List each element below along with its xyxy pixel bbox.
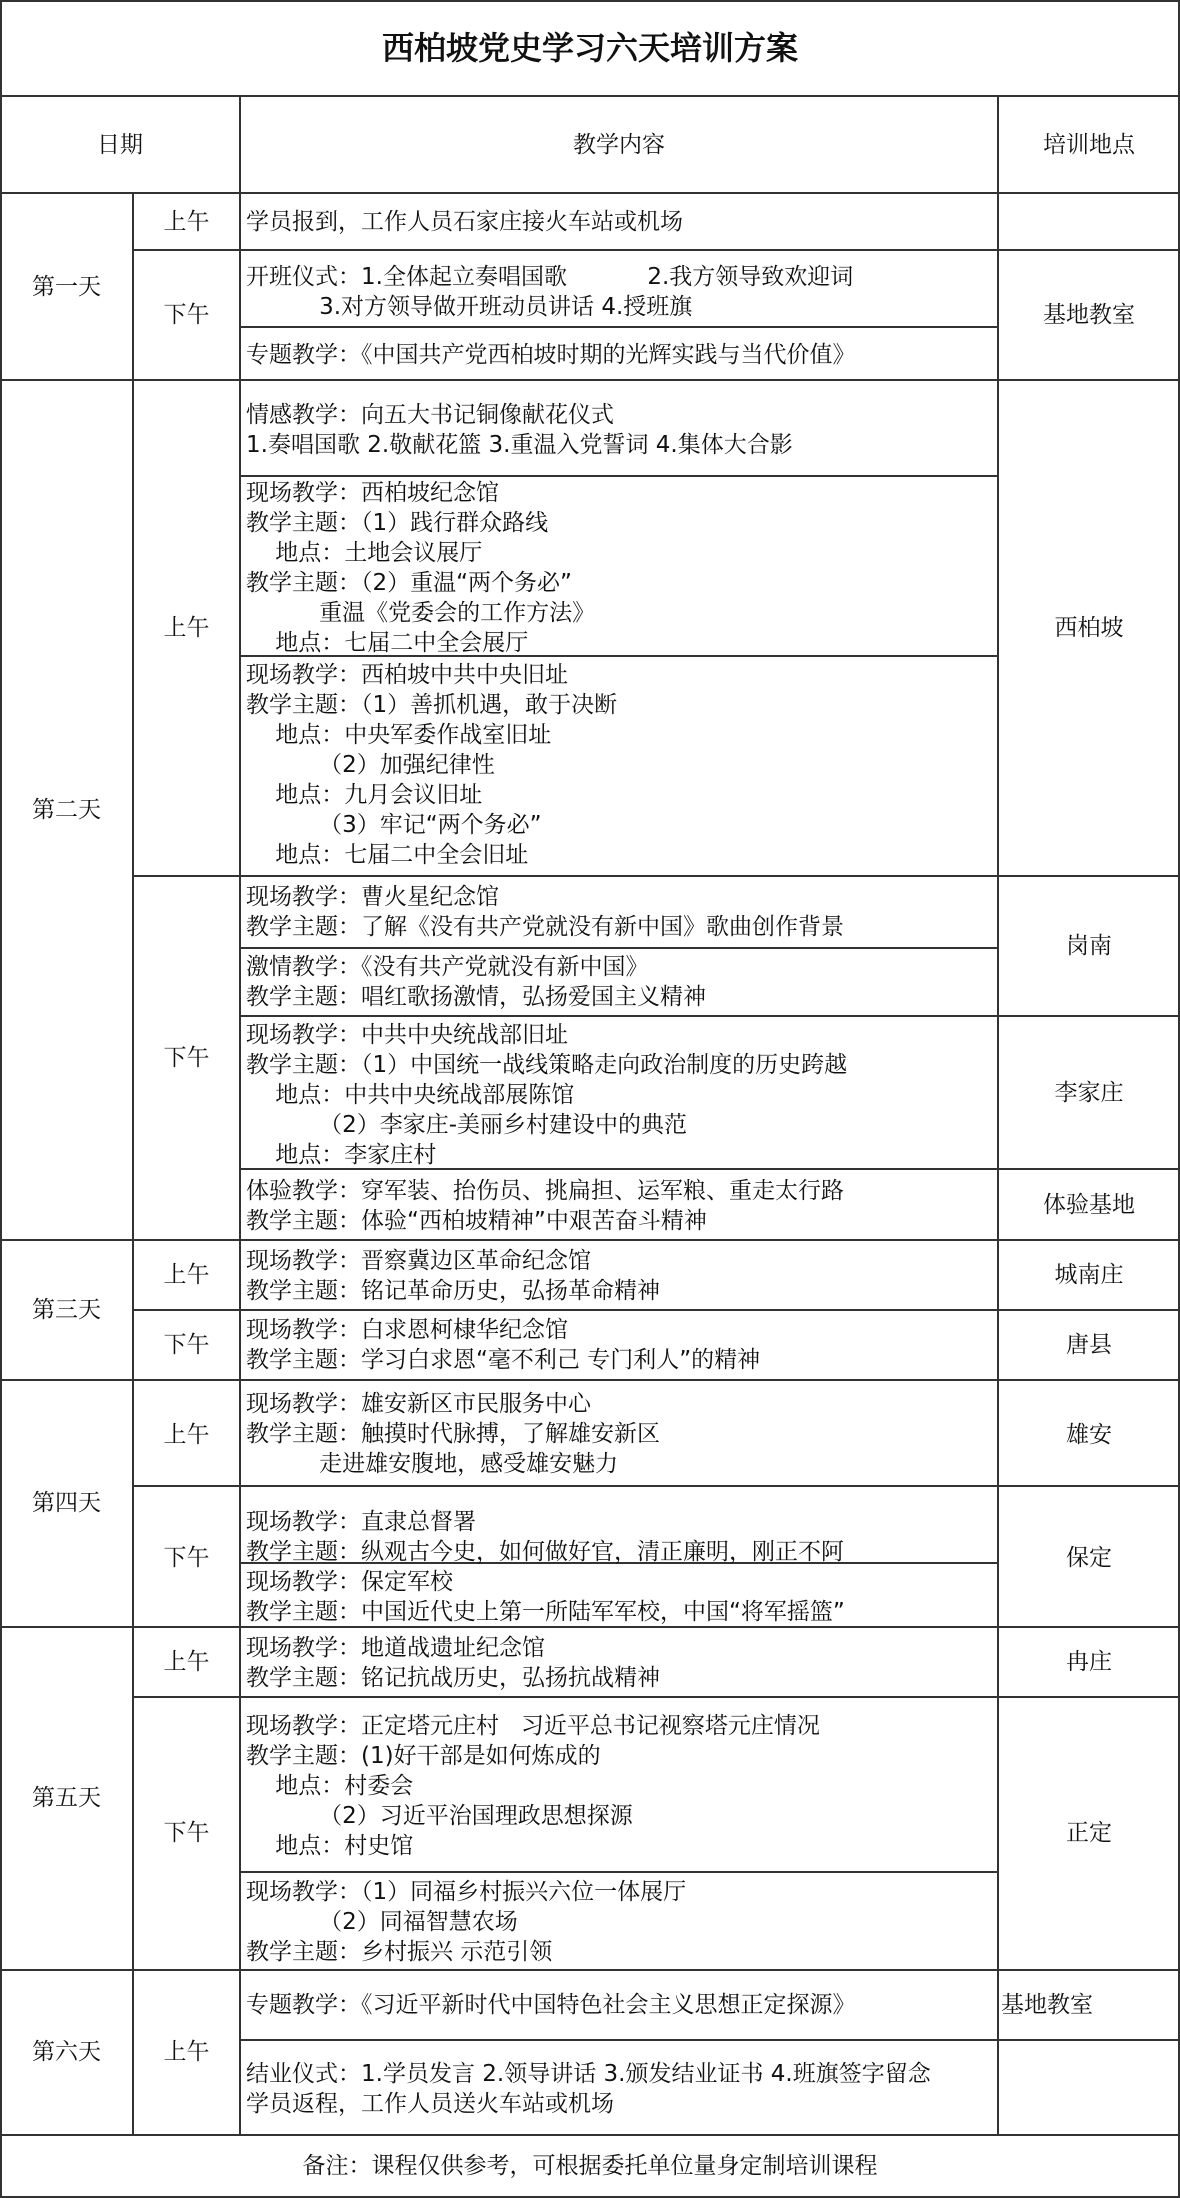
- content-line: 教学主题：中国近代史上第一所陆军军校，中国“将军摇篮”: [246, 1599, 845, 1625]
- content-line: 教学主题：（1）中国统一战线策略走向政治制度的历史跨越: [246, 1052, 848, 1078]
- period-am: 上午: [163, 209, 210, 235]
- row-divider: [240, 326, 998, 328]
- period-pm: 下午: [163, 1332, 210, 1358]
- footnote: 备注：课程仅供参考，可根据委托单位量身定制培训课程: [302, 2153, 878, 2179]
- content-line: （2）同福智慧农场: [246, 1909, 518, 1935]
- content-line: 现场教学：地道战遗址纪念馆: [246, 1635, 545, 1661]
- day-label-2: 第二天: [32, 797, 101, 823]
- date-column-header: 日期: [97, 132, 143, 158]
- content-line: 地点：土地会议展厅: [246, 540, 483, 566]
- content-line: 地点：七届二中全会展厅: [246, 630, 529, 656]
- location-cell: 正定: [1066, 1820, 1112, 1846]
- content-line: 现场教学：西柏坡纪念馆: [246, 480, 499, 506]
- content-line: 情感教学：向五大书记铜像献花仪式: [246, 402, 614, 428]
- row-divider: [0, 0, 1180, 2]
- content-line: 激情教学：《没有共产党就没有新中国》: [246, 954, 649, 980]
- location-cell: 李家庄: [1054, 1080, 1124, 1106]
- content-line: 地点：七届二中全会旧址: [246, 842, 529, 868]
- content-line: 重温《党委会的工作方法》: [246, 600, 596, 626]
- row-divider: [0, 1969, 1180, 1971]
- content-line: （2）加强纪律性: [246, 752, 495, 778]
- content-line: 学员报到，工作人员石家庄接火车站或机场: [246, 209, 683, 235]
- content-line: 教学主题：（1）善抓机遇，敢于决断: [246, 692, 618, 718]
- content-line: 地点：中央军委作战室旧址: [246, 722, 552, 748]
- content-line: 教学主题：乡村振兴 示范引领: [246, 1939, 553, 1965]
- period-am: 上午: [163, 1649, 210, 1675]
- row-divider: [240, 947, 998, 949]
- content-line: （3）牢记“两个务必”: [246, 812, 542, 838]
- content-line: 教学主题：了解《没有共产党就没有新中国》歌曲创作背景: [246, 914, 844, 940]
- row-divider: [133, 875, 1180, 877]
- period-am: 上午: [163, 615, 210, 641]
- content-line: 地点：中共中央统战部展陈馆: [246, 1082, 575, 1108]
- content-line: 地点：九月会议旧址: [246, 782, 483, 808]
- content-line: 教学主题：触摸时代脉搏，了解雄安新区: [246, 1421, 660, 1447]
- content-line: 现场教学：正定塔元庄村 习近平总书记视察塔元庄情况: [246, 1713, 820, 1739]
- row-divider: [240, 2039, 1180, 2041]
- content-line: 教学主题：体验“西柏坡精神”中艰苦奋斗精神: [246, 1208, 707, 1234]
- location-column-header: 培训地点: [1043, 132, 1135, 158]
- content-line: 教学主题：（1）践行群众路线: [246, 510, 549, 536]
- location-cell: 岗南: [1066, 933, 1112, 959]
- content-line: 地点：村委会: [246, 1773, 414, 1799]
- content-line: 现场教学：中共中央统战部旧址: [246, 1022, 568, 1048]
- location-cell: 西柏坡: [1054, 615, 1124, 641]
- content-line: 教学主题：学习白求恩“毫不利己 专门利人”的精神: [246, 1347, 761, 1373]
- row-divider: [133, 1485, 1180, 1487]
- row-divider: [0, 1239, 1180, 1241]
- content-line: 教学主题：（2）重温“两个务必”: [246, 570, 572, 596]
- content-line: 地点：村史馆: [246, 1833, 414, 1859]
- day-label-5: 第五天: [32, 1785, 101, 1811]
- content-line: 学员返程，工作人员送火车站或机场: [246, 2091, 614, 2117]
- page-title: 西柏坡党史学习六天培训方案: [381, 29, 798, 67]
- period-pm: 下午: [163, 1820, 210, 1846]
- period-pm: 下午: [163, 1545, 210, 1571]
- row-divider: [240, 1871, 998, 1873]
- content-line: （2）习近平治国理政思想探源: [246, 1803, 633, 1829]
- row-divider: [240, 1015, 1180, 1017]
- day-label-4: 第四天: [32, 1490, 101, 1516]
- day-label-3: 第三天: [32, 1297, 101, 1323]
- period-am: 上午: [163, 2039, 210, 2065]
- row-divider: [0, 2134, 1180, 2136]
- row-divider: [133, 1309, 1180, 1311]
- row-divider: [0, 192, 1180, 194]
- row-divider: [133, 1696, 1180, 1698]
- content-line: 现场教学：保定军校: [246, 1569, 453, 1595]
- content-line: 1.奏唱国歌 2.敬献花篮 3.重温入党誓词 4.集体大合影: [246, 432, 793, 458]
- content-line: 现场教学：（1）同福乡村振兴六位一体展厅: [246, 1879, 687, 1905]
- content-line: 教学主题：铭记革命历史，弘扬革命精神: [246, 1278, 660, 1304]
- row-divider: [240, 475, 998, 477]
- content-line: 现场教学：晋察冀边区革命纪念馆: [246, 1248, 591, 1274]
- location-cell: 冉庄: [1066, 1649, 1112, 1675]
- content-line: 现场教学：白求恩柯棣华纪念馆: [246, 1317, 568, 1343]
- period-am: 上午: [163, 1422, 210, 1448]
- period-pm: 下午: [163, 1045, 210, 1071]
- day-label-1: 第一天: [32, 274, 101, 300]
- content-line: 体验教学：穿军装、抬伤员、挑扁担、运军粮、重走太行路: [246, 1178, 844, 1204]
- location-cell: 保定: [1066, 1545, 1112, 1571]
- period-pm: 下午: [163, 302, 210, 328]
- content-line: 专题教学：《习近平新时代中国特色社会主义思想正定探源》: [246, 1992, 856, 2018]
- location-cell: 基地教室: [1001, 1992, 1093, 2018]
- content-line: 教学主题：(1)好干部是如何炼成的: [246, 1743, 601, 1769]
- day-label-6: 第六天: [32, 2039, 101, 2065]
- location-cell: 雄安: [1066, 1422, 1112, 1448]
- column-divider: [0, 0, 2, 2198]
- content-line: 现场教学：曹火星纪念馆: [246, 884, 499, 910]
- content-line: （2）李家庄-美丽乡村建设中的典范: [246, 1112, 688, 1138]
- content-line: 结业仪式：1.学员发言 2.领导讲话 3.颁发结业证书 4.班旗签字留念: [246, 2061, 931, 2087]
- content-line: 教学主题：铭记抗战历史，弘扬抗战精神: [246, 1665, 660, 1691]
- period-am: 上午: [163, 1262, 210, 1288]
- row-divider: [133, 249, 1180, 251]
- content-line: 走进雄安腹地，感受雄安魅力: [246, 1451, 619, 1477]
- location-cell: 城南庄: [1054, 1262, 1124, 1288]
- content-line: 现场教学：直隶总督署: [246, 1509, 476, 1535]
- row-divider: [0, 1379, 1180, 1381]
- content-line: 教学主题：唱红歌扬激情，弘扬爱国主义精神: [246, 984, 706, 1010]
- content-line: 地点：李家庄村: [246, 1142, 437, 1168]
- content-line: 专题教学：《中国共产党西柏坡时期的光辉实践与当代价值》: [246, 342, 856, 368]
- location-cell: 基地教室: [1043, 302, 1135, 328]
- row-divider: [0, 379, 1180, 381]
- content-column-header: 教学内容: [573, 132, 665, 158]
- content-line: 教学主题：纵观古今史，如何做好官，清正廉明，刚正不阿: [246, 1539, 844, 1565]
- location-cell: 唐县: [1066, 1332, 1112, 1358]
- row-divider: [0, 95, 1180, 97]
- content-line: 3.对方领导做开班动员讲话 4.授班旗: [246, 294, 693, 320]
- content-line: 开班仪式：1.全体起立奏唱国歌 2.我方领导致欢迎词: [246, 264, 854, 290]
- content-line: 现场教学：雄安新区市民服务中心: [246, 1391, 591, 1417]
- location-cell: 体验基地: [1043, 1192, 1135, 1218]
- content-line: 现场教学：西柏坡中共中央旧址: [246, 662, 568, 688]
